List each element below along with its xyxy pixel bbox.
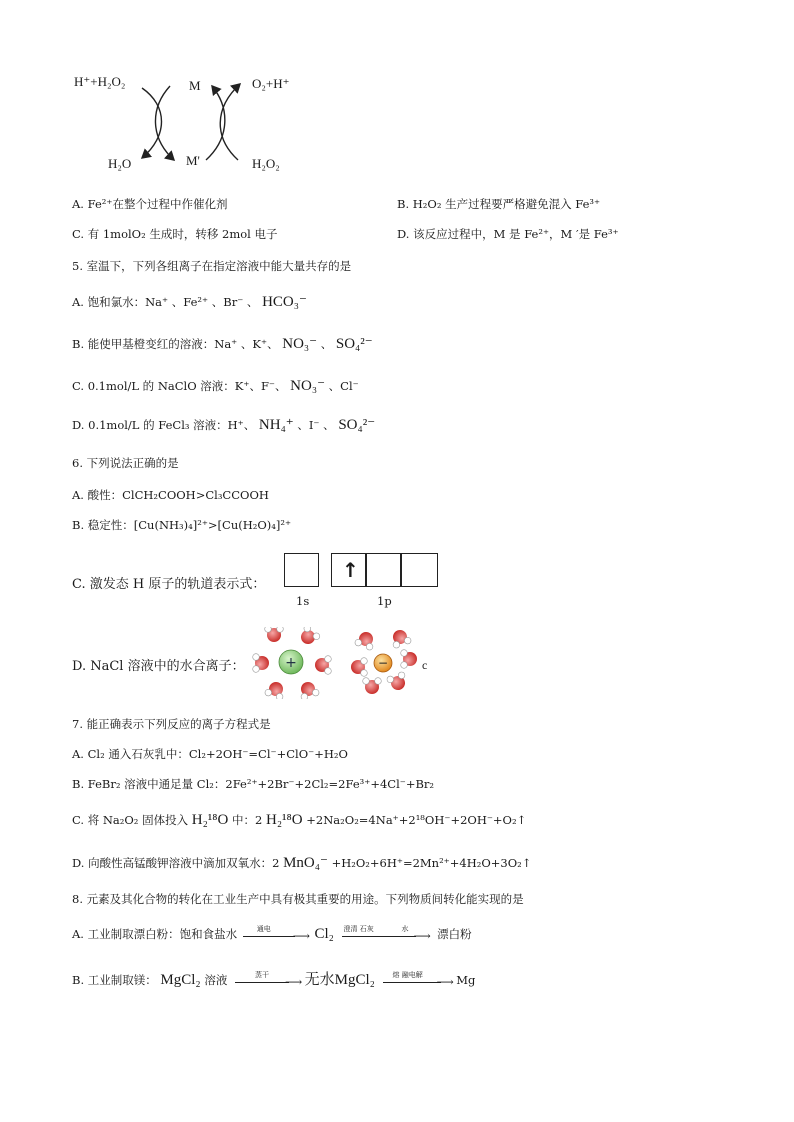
q8-b-mgcl2: MgCl₂: [160, 972, 201, 988]
arrow-3-condition: 蒸干: [254, 971, 269, 979]
orbital-box-1p-2: [366, 553, 401, 587]
q8-a-cl2: Cl₂: [314, 926, 334, 942]
arrow-2-head: ⟶: [413, 929, 431, 943]
q7-d-ion: MnO₄⁻: [283, 855, 328, 871]
right-arc: [220, 84, 240, 160]
q8-b-solution: 溶液: [204, 973, 228, 987]
q5-d-ion2: SO₄²⁻: [338, 417, 376, 433]
arrow-2-condition: 澄清 石灰: [343, 925, 374, 933]
orbital-box-1p-3: [401, 553, 438, 587]
q5-b-ion2: SO₄²⁻: [335, 336, 373, 352]
chloride-hydrated-cluster: [351, 627, 417, 694]
q7-c-mid: 中：2: [232, 813, 263, 827]
q5-c-text: C. 0.1mol/L 的 NaClO 溶液：K⁺、F⁻、: [72, 379, 287, 393]
q4-option-d: D. 该反应过程中，M 是 Fe²⁺，M ′是 Fe³⁺: [397, 227, 619, 241]
q5-d-mid: 、I⁻ 、: [297, 418, 335, 432]
q5-d-text: D. 0.1mol/L 的 FeCl₃ 溶液：H⁺、: [72, 418, 256, 432]
q7-stem: 7. 能正确表示下列反应的离子方程式是: [72, 717, 271, 731]
arrow-4-head: ⟶: [436, 975, 454, 989]
center-right-arc: [206, 86, 225, 160]
diagram-center-bottom: M': [186, 153, 200, 168]
diagram-left-top: H⁺+H₂O₂: [74, 74, 126, 89]
q5-option-a: [72, 292, 307, 311]
q5-a-text: A. 饱和氯水：Na⁺ 、Fe²⁺ 、Br⁻ 、: [72, 295, 259, 309]
q8-option-b: [72, 968, 475, 989]
minus-sign: −: [377, 656, 389, 670]
q7-c-h2o18-b: H₂¹⁸O: [266, 812, 303, 828]
left-arc: [142, 88, 162, 158]
arrow-1-line: [243, 936, 295, 937]
q5-c-suffix: 、Cl⁻: [328, 379, 359, 393]
sodium-hydrated-cluster: [253, 627, 332, 699]
label-c: c: [422, 658, 428, 672]
q5-stem: 5. 室温下，下列各组离子在指定溶液中能大量共存的是: [72, 259, 352, 273]
q7-d-text: D. 向酸性高锰酸钾溶液中滴加双氧水：2: [72, 856, 280, 870]
orbital-label-1p: 1p: [377, 594, 392, 608]
arrow-4-condition: 熔 融电解: [392, 971, 423, 979]
diagram-right-bottom: H₂O₂: [252, 156, 280, 171]
q8-option-a: [72, 926, 472, 943]
diagram-center-top: M: [189, 78, 201, 93]
arrow-1-head: ⟶: [292, 929, 310, 943]
q8-b-text: B. 工业制取镁：: [72, 973, 157, 987]
q6-option-c: C. 激发态 H 原子的轨道表示式：: [72, 577, 266, 592]
hydrated-ions-figure: [250, 627, 440, 699]
q6-option-d: D. NaCl 溶液中的水合离子：: [72, 659, 245, 674]
q4-option-c: C. 有 1molO₂ 生成时，转移 2mol 电子: [72, 227, 278, 241]
q5-option-c: [72, 376, 359, 395]
reaction-arrow-4: [379, 973, 453, 989]
diagram-right-top: O₂+H⁺: [252, 76, 290, 91]
diagram-left-bottom: H₂O: [108, 156, 132, 171]
arrow-3-line: [235, 982, 289, 983]
arrow-2-line: [342, 936, 416, 937]
q8-stem: 8. 元素及其化合物的转化在工业生产中具有极其重要的用途。下列物质间转化能实现的是: [72, 892, 524, 906]
electron-up-arrow: ↑: [342, 558, 359, 582]
q7-option-d: [72, 853, 531, 872]
q8-b-end: Mg: [456, 973, 476, 987]
arrow-4-line: [383, 982, 441, 983]
center-left-arc: [155, 86, 174, 160]
arrow-1-condition: 通电: [256, 925, 271, 933]
q6-stem: 6. 下列说法正确的是: [72, 456, 179, 470]
reaction-arrow-1: [241, 925, 310, 943]
orbital-label-1s: 1s: [296, 594, 310, 608]
q5-a-ion: HCO₃⁻: [262, 294, 307, 310]
catalytic-cycle-diagram: [70, 68, 310, 176]
q8-b-anhydrous: 无水MgCl₂: [304, 972, 375, 988]
arrow-2-condition-water: 水: [401, 925, 409, 933]
q7-d-suffix: +H₂O₂+6H⁺=2Mn²⁺+4H₂O+3O₂↑: [331, 856, 532, 870]
q5-option-b: [72, 334, 373, 353]
q6-option-b: B. 稳定性：[Cu(NH₃)₄]²⁺>[Cu(H₂O)₄]²⁺: [72, 518, 292, 532]
q5-d-ion1: NH₄⁺: [258, 417, 294, 433]
q5-b-text: B. 能使甲基橙变红的溶液：Na⁺ 、K⁺、: [72, 337, 279, 351]
q7-option-b: B. FeBr₂ 溶液中通足量 Cl₂：2Fe²⁺+2Br⁻+2Cl₂=2Fe³⁺+4Cl⁻+Br₂: [72, 777, 435, 791]
q5-option-d: [72, 415, 375, 434]
reaction-arrow-2: [338, 927, 430, 943]
q7-c-text: C. 将 Na₂O₂ 固体投入: [72, 813, 189, 827]
q7-c-suffix: +2Na₂O₂=4Na⁺+2¹⁸OH⁻+2OH⁻+O₂↑: [306, 813, 527, 827]
q6-option-a: A. 酸性：ClCH₂COOH>Cl₃CCOOH: [72, 488, 269, 502]
q5-b-ion1: NO₃⁻: [282, 336, 318, 352]
q7-c-h2o18-a: H₂¹⁸O: [191, 812, 229, 828]
q4-option-a: A. Fe²⁺在整个过程中作催化剂: [72, 197, 228, 211]
plus-sign: +: [285, 655, 297, 671]
q5-b-sep: 、: [320, 337, 336, 351]
q5-c-ion: NO₃⁻: [290, 378, 325, 394]
q8-a-end: 漂白粉: [437, 927, 472, 941]
q7-option-c: [72, 812, 526, 829]
reaction-arrow-3: [231, 973, 301, 989]
q7-option-a: A. Cl₂ 通入石灰乳中：Cl₂+2OH⁻=Cl⁻+ClO⁻+H₂O: [72, 747, 348, 761]
orbital-box-1s: [284, 553, 319, 587]
arrow-3-head: ⟶: [284, 975, 303, 989]
q4-option-b: B. H₂O₂ 生产过程要严格避免混入 Fe³⁺: [397, 197, 601, 211]
q8-a-text: A. 工业制取漂白粉：饱和食盐水: [72, 927, 238, 941]
